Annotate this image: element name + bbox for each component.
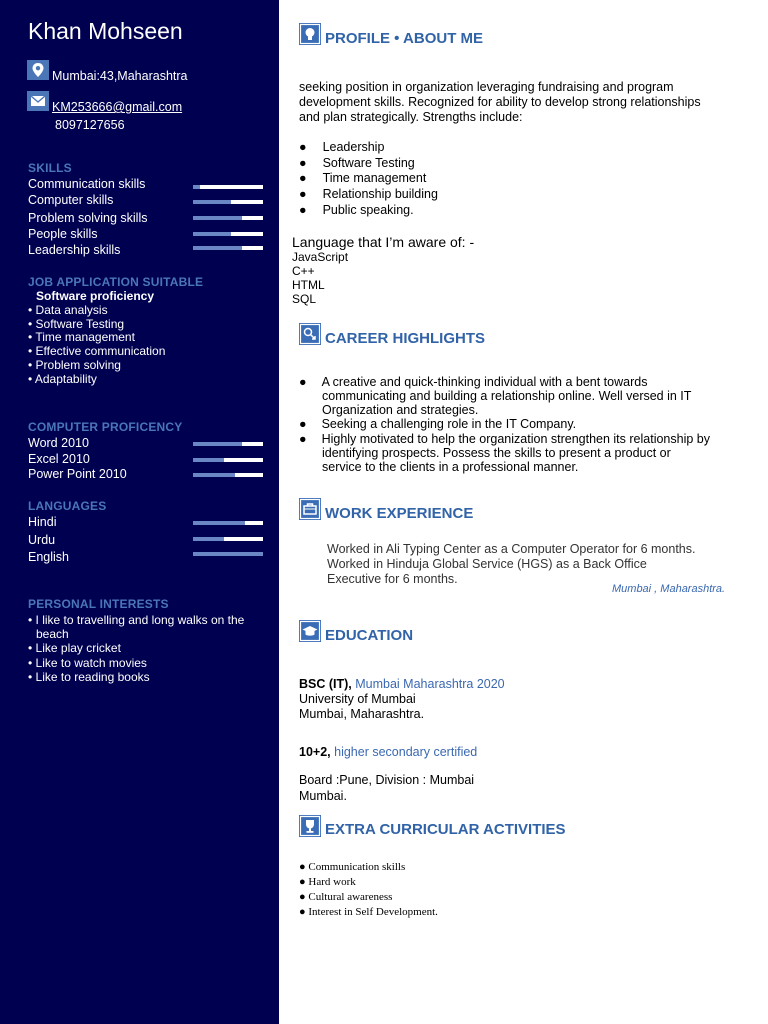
work-title: WORK EXPERIENCE [325,505,474,522]
programming-language: HTML [292,278,325,292]
skill-label: Problem solving skills [28,211,148,225]
skill-label: People skills [28,227,98,241]
programming-language: C++ [292,264,315,278]
career-item: ● A creative and quick-thinking individual with a bent towards [299,375,648,389]
language-bar [193,521,263,525]
job-item: • Time management [28,330,135,344]
job-item: • Effective communication [28,344,166,358]
phone: 8097127656 [55,118,125,132]
strength-item: ● Software Testing [299,156,415,170]
computer-bar [193,442,263,446]
skill-label: Communication skills [28,177,146,191]
job-subheading: Software proficiency [36,289,155,303]
language-bar [193,552,263,556]
education-line: Mumbai, Maharashtra. [299,707,425,721]
education-entry: 10+2, higher secondary certified [299,745,478,759]
activity-item: ● Communication skills [299,861,406,873]
computer-bar [193,473,263,477]
skill-label: Leadership skills [28,243,121,257]
profile-intro: development skills. Recognized for ability to develop strong relationships [299,95,701,109]
job-heading: JOB APPLICATION SUITABLE [28,275,204,289]
sidebar [0,0,279,1024]
strength-item: ● Relationship building [299,187,438,201]
language-label: English [28,550,69,564]
strength-item: ● Public speaking. [299,203,414,217]
location-pin-icon [27,60,49,80]
career-item: ● Seeking a challenging role in the IT Company. [299,417,577,431]
certificate-icon [299,323,321,345]
career-line: communicating and building a relationship online. Well versed in IT [322,389,692,403]
activity-item: ● Hard work [299,876,356,888]
skill-bar [193,246,263,250]
computer-bar [193,458,263,462]
education-entry: BSC (IT), Mumbai Maharashtra 2020 [299,677,505,691]
activity-item: ● Interest in Self Development. [299,906,438,918]
skill-bar [193,216,263,220]
profile-intro: seeking position in organization leveraging fundraising and program [299,80,674,94]
skills-heading: SKILLS [28,161,72,175]
strength-item: ● Time management [299,171,427,185]
graduation-cap-icon [299,620,321,642]
computer-label: Word 2010 [28,436,89,450]
career-line: service to the clients in a professional manner. [322,460,579,474]
skill-bar [193,200,263,204]
profile-intro: and plan strategically. Strengths include: [299,110,523,124]
language-heading: Language that I’m aware of: - [292,234,475,250]
career-title: CAREER HIGHLIGHTS [325,330,486,347]
languages-heading: LANGUAGES [28,499,107,513]
interest-item: • Like play cricket [28,641,121,655]
career-line: identifying prospects. Possess the skills to present a product or [322,446,671,460]
career-line: Organization and strategies. [322,403,479,417]
interest-item: beach [36,627,69,641]
computer-label: Power Point 2010 [28,467,127,481]
address: Mumbai:43,Maharashtra [52,69,188,83]
envelope-icon [27,91,49,111]
job-item: • Adaptability [28,372,97,386]
skill-bar [193,185,263,189]
education-line: Board :Pune, Division : Mumbai [299,773,475,787]
education-title: EDUCATION [325,627,414,644]
language-bar [193,537,263,541]
career-item: ● Highly motivated to help the organization strengthen its relationship by [299,432,710,446]
job-item: • Software Testing [28,317,125,331]
email-link[interactable]: KM253666@gmail.com [52,100,183,114]
education-line: University of Mumbai [299,692,416,706]
extra-title: EXTRA CURRICULAR ACTIVITIES [325,821,566,838]
interest-item: • Like to reading books [28,670,150,684]
briefcase-icon [299,498,321,520]
work-location: Mumbai , Maharashtra. [612,583,726,595]
computer-heading: COMPUTER PROFICENCY [28,420,183,434]
job-item: • Problem solving [28,358,121,372]
language-label: Hindi [28,515,57,529]
lightbulb-icon [299,23,321,45]
job-item: • Data analysis [28,303,108,317]
work-line: Worked in Ali Typing Center as a Computer Operator for 6 months. [327,542,696,556]
activity-item: ● Cultural awareness [299,891,393,903]
skill-label: Computer skills [28,193,114,207]
skill-bar [193,232,263,236]
candidate-name: Khan Mohseen [28,18,183,44]
programming-language: SQL [292,292,317,306]
language-label: Urdu [28,533,56,547]
interest-item: • Like to watch movies [28,656,147,670]
work-line: Executive for 6 months. [327,572,458,586]
interests-heading: PERSONAL INTERESTS [28,597,169,611]
computer-label: Excel 2010 [28,452,90,466]
strength-item: ● Leadership [299,140,385,154]
work-line: Worked in Hinduja Global Service (HGS) as a Back Office [327,557,647,571]
interest-item: • I like to travelling and long walks on the [28,613,245,627]
trophy-icon [299,815,321,837]
profile-title: PROFILE • ABOUT ME [325,30,484,47]
programming-language: JavaScript [292,250,349,264]
education-line: Mumbai. [299,789,347,803]
